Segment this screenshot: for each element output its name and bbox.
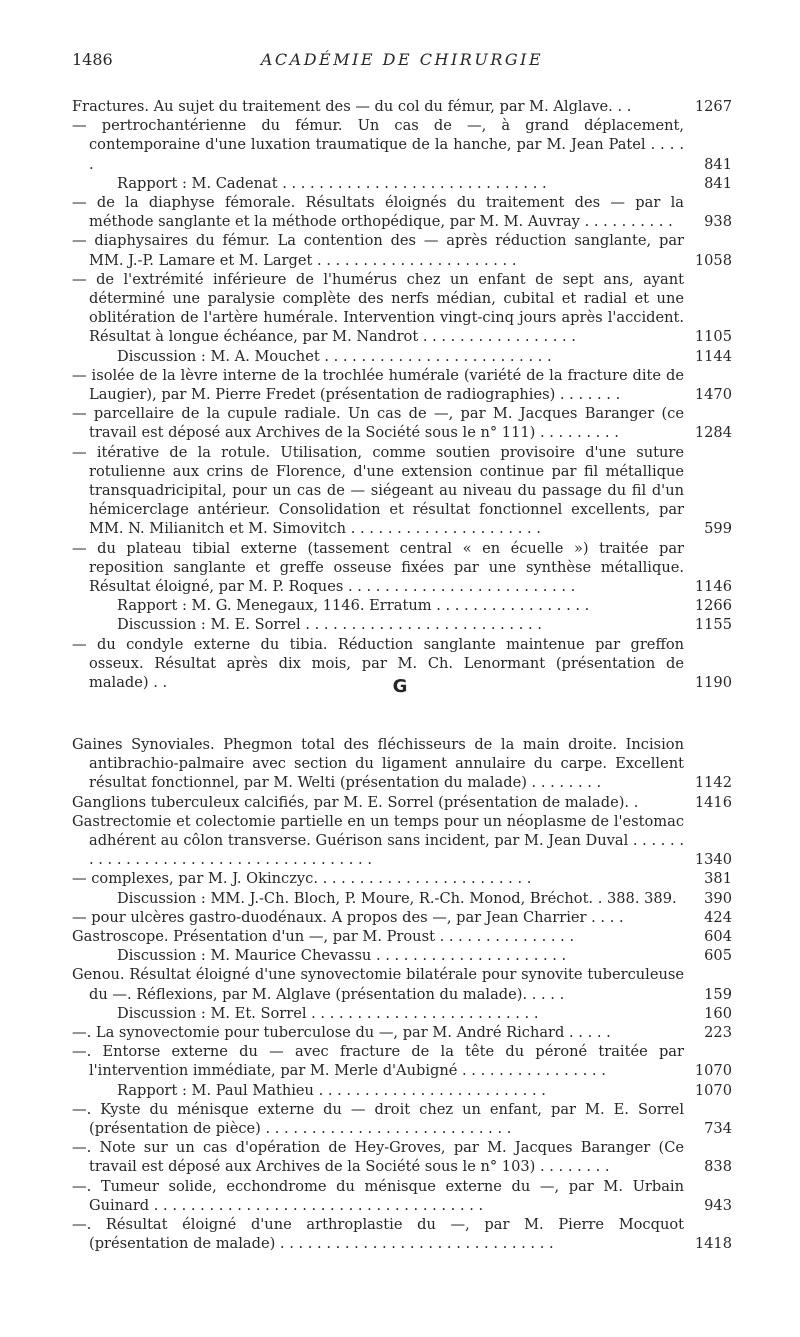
index-entry <box>72 116 732 174</box>
page-ref: 1266 <box>694 597 732 615</box>
page-header <box>72 50 732 74</box>
index-entry <box>72 1177 732 1215</box>
entry-text: — pertrochantérienne du fémur. Un cas de —, à grand déplacement, contemporaine d'une luxation traumatique de la hanche, par M. Jean Patel . . . . . <box>72 117 684 173</box>
page-ref: 1058 <box>694 251 732 269</box>
entry-text: — de la diaphyse fémorale. Résultats éloignés du traitement des — par la méthode sanglante et la méthode orthopédique, par M. M. Auvray . . . . . . . . . . <box>72 194 684 231</box>
entry-text: Discussion : M. A. Mouchet . . . . . . . . . . . . . . . . . . . . . . . . . <box>117 347 552 365</box>
entry-text: Genou. Résultat éloigné d'une synovectomie bilatérale pour synovite tuberculeuse du —. Réflexions, par M. Alglave (présentation du malade). . . . . <box>72 966 684 1003</box>
entry-text: — itérative de la rotule. Utilisation, comme soutien provisoire d'une suture rotulienne aux crins de Florence, d'une extension continue par fil métallique transquadricipital, pour un cas de — siégeant au niveau du passage du fil d'un hémicerclage antérieur. Consolidation et résultat fonctionnel excellents, par MM. N. Milianitch et M. Simovitch . . . . . . . . . . . . . . . . . . . . . <box>72 443 684 538</box>
page-ref: 599 <box>704 520 732 538</box>
index-entry <box>72 908 732 927</box>
entry-text: Discussion : M. E. Sorrel . . . . . . . . . . . . . . . . . . . . . . . . . . <box>117 616 542 634</box>
index-subentry <box>72 596 732 615</box>
page-ref: 1070 <box>694 1081 732 1099</box>
index-entry <box>72 1042 732 1080</box>
index-subentry <box>72 889 732 908</box>
index-entry <box>72 270 732 347</box>
page-ref: 160 <box>704 1004 732 1022</box>
index-subentry <box>72 174 732 193</box>
page-ref: 1190 <box>694 674 732 692</box>
page-ref: 1267 <box>694 98 732 115</box>
index-entry <box>72 97 732 116</box>
entry-text: Discussion : MM. J.-Ch. Bloch, P. Moure, R.-Ch. Monod, Bréchot. . 388. 389. <box>117 889 677 907</box>
page-ref: 1470 <box>694 386 732 404</box>
page-number: 1486 <box>72 50 113 69</box>
entry-text: — du plateau tibial externe (tassement central « en écuelle ») traitée par reposition sanglante et greffe osseuse fixées par une synthèse métallique. Résultat éloigné, par M. P. Roques . . . . . . . . . . . . . . . . . . . . . . . . . <box>72 539 684 596</box>
entry-text: — complexes, par M. J. Okinczyc. . . . . . . . . . . . . . . . . . . . . . . . <box>72 870 532 888</box>
entry-text: —. Kyste du ménisque externe du — droit chez un enfant, par M. E. Sorrel (présentation de pièce) . . . . . . . . . . . . . . . . . . . . . . . . . . . <box>72 1100 684 1138</box>
page-ref: 1070 <box>694 1062 732 1080</box>
entry-text: —. La synovectomie pour tuberculose du —, par M. André Richard . . . . . <box>72 1024 611 1042</box>
entry-text: — du condyle externe du tibia. Réduction sanglante maintenue par greffon osseux. Résultat après dix mois, par M. Ch. Lenormant (présentation de malade) . . <box>72 635 684 692</box>
index-subentry <box>72 615 732 634</box>
page-ref: 1416 <box>694 793 732 811</box>
entry-text: Gastrectomie et colectomie partielle en un temps pour un néoplasme de l'estomac adhérent au côlon transverse. Guérison sans incident, par M. Jean Duval . . . . . . . . . . . . . . . . . . . . . . . . . . . . . . . . . . . . . <box>72 812 684 869</box>
entry-text: Discussion : M. Et. Sorrel . . . . . . . . . . . . . . . . . . . . . . . . . <box>117 1004 539 1022</box>
index-entry <box>72 1100 732 1138</box>
index-entry <box>72 1215 732 1253</box>
entry-text: Gastroscope. Présentation d'un —, par M. Proust . . . . . . . . . . . . . . . <box>72 928 575 946</box>
entry-text: — pour ulcères gastro-duodénaux. A propos des —, par Jean Charrier . . . . <box>72 908 624 926</box>
page-ref: 390 <box>704 889 732 907</box>
page-ref: 1142 <box>694 774 732 792</box>
entry-text: —. Tumeur solide, ecchondrome du ménisque externe du —, par M. Urbain Guinard . . . . . . . . . . . . . . . . . . . . . . . . . . . . . . . . . . . . <box>72 1177 684 1214</box>
page-ref: 604 <box>704 928 732 946</box>
entry-text: Ganglions tuberculeux calcifiés, par M. E. Sorrel (présentation de malade). . <box>72 793 639 811</box>
section-g-entries <box>72 735 732 1253</box>
entry-text: — diaphysaires du fémur. La contention des — après réduction sanglante, par MM. J.-P. Lamare et M. Larget . . . . . . . . . . . . . . . . . . . . . . <box>72 232 684 269</box>
index-entry <box>72 1138 732 1176</box>
page-ref: 1144 <box>694 347 732 365</box>
page-ref: 381 <box>704 870 732 888</box>
index-subentry <box>72 347 732 366</box>
entry-text: Rapport : M. Cadenat . . . . . . . . . . . . . . . . . . . . . . . . . . . . . <box>117 174 547 192</box>
index-entry <box>72 1023 732 1042</box>
page-ref: 1105 <box>694 328 732 346</box>
page-ref: 841 <box>704 174 732 192</box>
page-ref: 1146 <box>694 578 732 596</box>
entry-text: —. Entorse externe du — avec fracture de la tête du péroné traitée par l'intervention immédiate, par M. Merle d'Aubigné . . . . . . . . . . . . . . . . <box>72 1043 684 1080</box>
page-ref: 159 <box>704 985 732 1003</box>
entry-text: — isolée de la lèvre interne de la trochlée humérale (variété de la fracture dite de Laugier), par M. Pierre Fredet (présentation de radiographies) . . . . . . . <box>72 366 684 404</box>
index-entry <box>72 869 732 888</box>
page-ref: 841 <box>704 155 732 173</box>
index-entry <box>72 735 732 793</box>
page-ref: 424 <box>704 908 732 926</box>
index-subentry <box>72 1081 732 1100</box>
entry-text: — de l'extrémité inférieure de l'humérus chez un enfant de sept ans, ayant déterminé une paralysie complète des nerfs médian, cubital et radial et une oblitération de l'artère humérale. Intervention vingt-cinq jours après l'accident. Résultat à longue échéance, par M. Nandrot . . . . . . . . . . . . . . . . . <box>72 270 684 346</box>
page-ref: 838 <box>704 1158 732 1176</box>
entry-text: —. Résultat éloigné d'une arthroplastie du —, par M. Pierre Mocquot (présentation de malade) . . . . . . . . . . . . . . . . . . . . . . . . . . . . . . <box>72 1216 684 1253</box>
entry-text: —. Note sur un cas d'opération de Hey-Groves, par M. Jacques Baranger (Ce travail est déposé aux Archives de la Société sous le n° 103) . . . . . . . . <box>72 1139 684 1176</box>
page-ref: 1418 <box>694 1235 732 1253</box>
section-letter: G <box>392 676 408 697</box>
index-entry <box>72 193 732 231</box>
page-ref: 938 <box>704 213 732 231</box>
index-entry <box>72 539 732 597</box>
entry-text: Discussion : M. Maurice Chevassu . . . . . . . . . . . . . . . . . . . . . <box>117 947 567 965</box>
page-ref: 605 <box>704 947 732 965</box>
index-entry <box>72 366 732 404</box>
index-entry <box>72 793 732 812</box>
page-ref: 943 <box>704 1196 732 1214</box>
entry-text: Gaines Synoviales. Phegmon total des fléchisseurs de la main droite. Incision antibrachio-palmaire avec section du ligament annulaire du carpe. Excellent résultat fonctionnel, par M. Welti (présentation du malade) . . . . . . . . <box>72 736 684 792</box>
page-ref: 1340 <box>694 851 732 869</box>
index-entry <box>72 443 732 539</box>
index-subentry <box>72 946 732 965</box>
index-entry <box>72 231 732 269</box>
index-entry <box>72 965 732 1003</box>
index-entry <box>72 927 732 946</box>
page-ref: 1284 <box>694 424 732 442</box>
index-entry <box>72 812 732 870</box>
entry-text: Rapport : M. G. Menegaux, 1146. Erratum . . . . . . . . . . . . . . . . . <box>117 597 590 615</box>
entry-text: — parcellaire de la cupule radiale. Un cas de —, par M. Jacques Baranger (ce travail est déposé aux Archives de la Société sous le n° 111) . . . . . . . . . <box>72 405 684 442</box>
entry-text: Rapport : M. Paul Mathieu . . . . . . . . . . . . . . . . . . . . . . . . . <box>117 1081 546 1099</box>
page-ref: 734 <box>704 1120 732 1138</box>
index-subentry <box>72 1004 732 1023</box>
page-ref: 1155 <box>694 616 732 634</box>
page-ref: 223 <box>704 1024 732 1042</box>
section-f-entries <box>72 97 732 692</box>
entry-text: Fractures. Au sujet du traitement des — du col du fémur, par M. Alglave. . . <box>72 98 632 115</box>
index-entry <box>72 404 732 442</box>
running-title: ACADÉMIE DE CHIRURGIE <box>260 50 544 69</box>
